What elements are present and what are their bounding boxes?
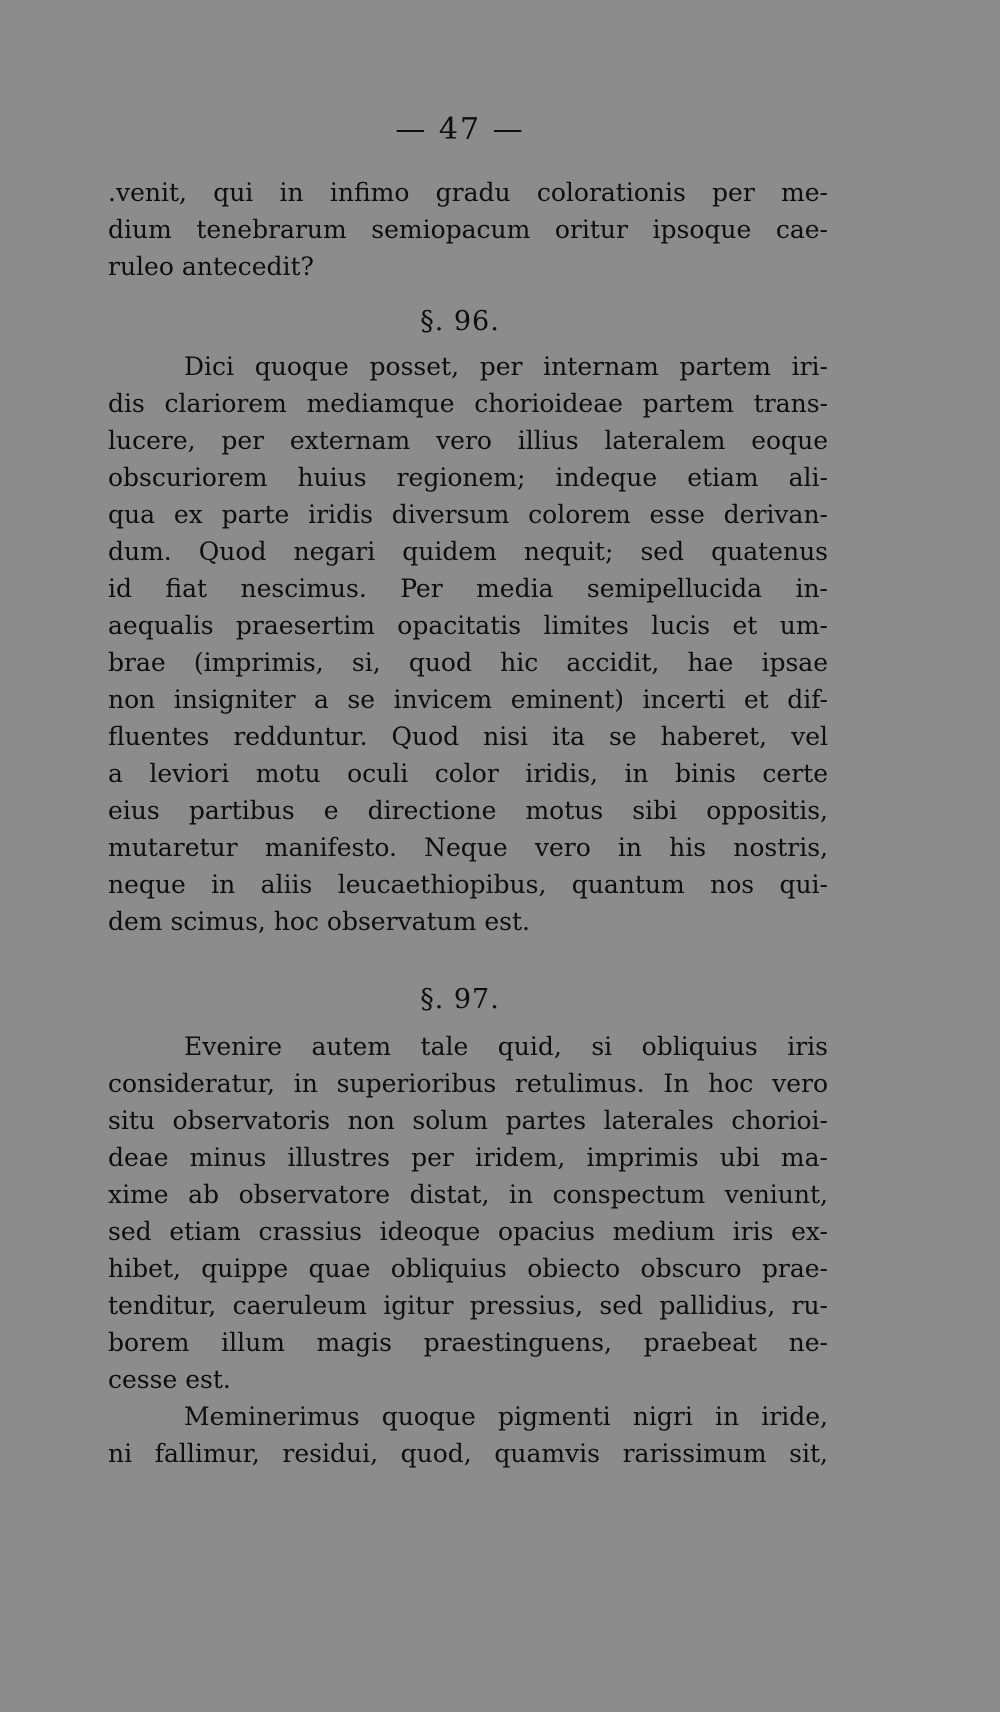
text-line: tenditur, caeruleum igitur pressius, sed pallidius, ru- bbox=[108, 1291, 828, 1320]
text-line: eius partibus e directione motus sibi oppositis, bbox=[108, 796, 828, 825]
section-heading-96: §. 96. bbox=[420, 306, 500, 337]
text-line: dum. Quod negari quidem nequit; sed quatenus bbox=[108, 537, 828, 566]
section-97-paragraph bbox=[108, 1028, 828, 1472]
opening-paragraph bbox=[108, 174, 828, 285]
text-line: neque in aliis leucaethiopibus, quantum nos qui- bbox=[108, 870, 828, 899]
text-line: Evenire autem tale quid, si obliquius iris bbox=[184, 1032, 828, 1061]
text-line: id fiat nescimus. Per media semipellucida in- bbox=[108, 574, 828, 603]
text-line: fluentes redduntur. Quod nisi ita se haberet, vel bbox=[108, 722, 828, 751]
text-line: xime ab observatore distat, in conspectum veniunt, bbox=[108, 1180, 828, 1209]
text-line: ni fallimur, residui, quod, quamvis rarissimum sit, bbox=[108, 1439, 828, 1468]
text-line: non insigniter a se invicem eminent) incerti et dif- bbox=[108, 685, 828, 714]
text-line: aequalis praesertim opacitatis limites lucis et um- bbox=[108, 611, 828, 640]
text-line: borem illum magis praestinguens, praebeat ne- bbox=[108, 1328, 828, 1357]
text-line: lucere, per externam vero illius lateralem eoque bbox=[108, 426, 828, 455]
text-line: brae (imprimis, si, quod hic accidit, hae ipsae bbox=[108, 648, 828, 677]
text-line: qua ex parte iridis diversum colorem esse derivan- bbox=[108, 500, 828, 529]
text-line: Dici quoque posset, per internam partem iri- bbox=[184, 352, 828, 381]
text-line: deae minus illustres per iridem, imprimis ubi ma- bbox=[108, 1143, 828, 1172]
text-line: situ observatoris non solum partes laterales chorioi- bbox=[108, 1106, 828, 1135]
text-line: .venit, qui in infimo gradu colorationis per me- bbox=[108, 178, 828, 207]
text-line: dium tenebrarum semiopacum oritur ipsoque cae- bbox=[108, 215, 828, 244]
text-line: ruleo antecedit? bbox=[108, 252, 314, 281]
text-line: mutaretur manifesto. Neque vero in his nostris, bbox=[108, 833, 828, 862]
page-number: — 47 — bbox=[395, 112, 525, 147]
text-line: a leviori motu oculi color iridis, in binis certe bbox=[108, 759, 828, 788]
text-line: dis clariorem mediamque chorioideae partem trans- bbox=[108, 389, 828, 418]
text-line: cesse est. bbox=[108, 1365, 231, 1394]
text-line: dem scimus, hoc observatum est. bbox=[108, 907, 530, 936]
section-96-paragraph bbox=[108, 348, 828, 940]
text-line: obscuriorem huius regionem; indeque etiam ali- bbox=[108, 463, 828, 492]
section-heading-97: §. 97. bbox=[420, 984, 500, 1015]
text-line: Meminerimus quoque pigmenti nigri in iride, bbox=[184, 1402, 828, 1431]
text-line: sed etiam crassius ideoque opacius medium iris ex- bbox=[108, 1217, 828, 1246]
text-line: hibet, quippe quae obliquius obiecto obscuro prae- bbox=[108, 1254, 828, 1283]
text-line: consideratur, in superioribus retulimus. In hoc vero bbox=[108, 1069, 828, 1098]
